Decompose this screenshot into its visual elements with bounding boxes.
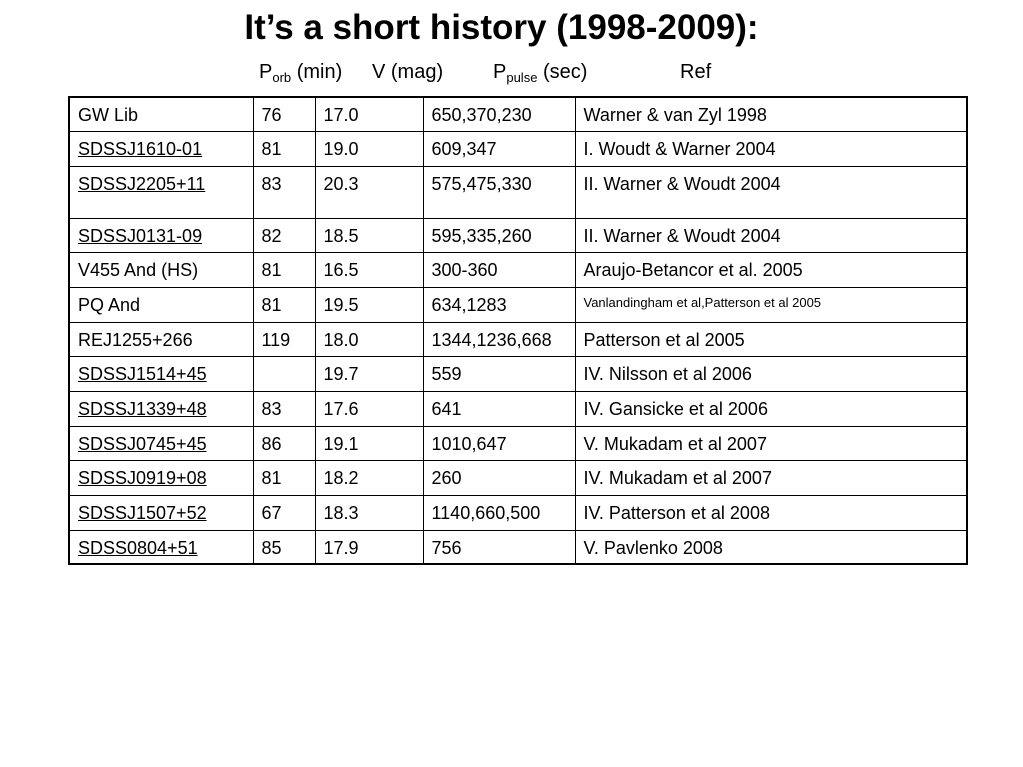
porb-cell: 82 xyxy=(253,218,315,252)
porb-subscript: orb xyxy=(272,70,292,85)
porb-cell: 67 xyxy=(253,495,315,530)
ppulse-subscript: pulse xyxy=(506,70,538,85)
porb-cell: 85 xyxy=(253,530,315,564)
ppulse-cell: 756 xyxy=(423,530,575,564)
star-name-link[interactable]: SDSSJ1339+48 xyxy=(78,398,207,419)
v-mag-cell: 19.0 xyxy=(315,131,423,166)
star-name-cell xyxy=(69,391,253,426)
ppulse-cell: 300-360 xyxy=(423,252,575,287)
v-mag-cell: 16.5 xyxy=(315,252,423,287)
ppulse-cell: 595,335,260 xyxy=(423,218,575,252)
star-name-link[interactable]: SDSSJ1514+45 xyxy=(78,363,207,384)
page-title: It’s a short history (1998-2009): xyxy=(244,8,759,47)
table-row xyxy=(69,166,967,218)
table-row xyxy=(69,426,967,460)
v-mag-cell: 18.5 xyxy=(315,218,423,252)
star-name-cell xyxy=(69,530,253,564)
star-name-cell xyxy=(69,218,253,252)
table-row xyxy=(69,252,967,287)
porb-cell: 86 xyxy=(253,426,315,460)
v-mag-cell: 18.3 xyxy=(315,495,423,530)
star-name-link[interactable]: SDSSJ0745+45 xyxy=(78,433,207,454)
star-name-link[interactable]: SDSS0804+51 xyxy=(78,537,198,558)
v-mag-cell: 19.1 xyxy=(315,426,423,460)
ppulse-cell: 1010,647 xyxy=(423,426,575,460)
reference-cell: Patterson et al 2005 xyxy=(575,322,967,356)
v-mag-cell: 18.0 xyxy=(315,322,423,356)
table-row xyxy=(69,322,967,356)
star-name-link[interactable]: SDSSJ0131-09 xyxy=(78,225,203,246)
ppulse-cell: 260 xyxy=(423,460,575,495)
ppulse-symbol: P xyxy=(493,61,507,83)
history-table xyxy=(68,96,968,565)
reference-cell: IV. Nilsson et al 2006 xyxy=(575,356,967,391)
column-header-ref: Ref xyxy=(680,61,712,83)
porb-cell: 119 xyxy=(253,322,315,356)
v-mag-cell: 18.2 xyxy=(315,460,423,495)
column-header-ppulse xyxy=(493,60,587,84)
star-name-link[interactable]: SDSSJ1507+52 xyxy=(78,502,207,523)
ppulse-cell: 609,347 xyxy=(423,131,575,166)
reference-cell: Warner & van Zyl 1998 xyxy=(575,97,967,131)
table-row xyxy=(69,287,967,322)
porb-cell xyxy=(253,356,315,391)
porb-cell: 83 xyxy=(253,391,315,426)
star-name-cell: GW Lib xyxy=(69,97,253,131)
table-row xyxy=(69,530,967,564)
star-name-cell xyxy=(69,426,253,460)
ppulse-cell: 559 xyxy=(423,356,575,391)
ppulse-cell: 1344,1236,668 xyxy=(423,322,575,356)
ppulse-cell: 641 xyxy=(423,391,575,426)
table-row xyxy=(69,356,967,391)
table-row xyxy=(69,131,967,166)
porb-unit: (min) xyxy=(291,61,343,83)
porb-cell: 83 xyxy=(253,166,315,218)
reference-cell: II. Warner & Woudt 2004 xyxy=(575,218,967,252)
v-mag-cell: 20.3 xyxy=(315,166,423,218)
reference-cell: II. Warner & Woudt 2004 xyxy=(575,166,967,218)
table-row xyxy=(69,97,967,131)
reference-cell: IV. Patterson et al 2008 xyxy=(575,495,967,530)
star-name-cell: REJ1255+266 xyxy=(69,322,253,356)
star-name-cell xyxy=(69,495,253,530)
porb-symbol: P xyxy=(259,61,273,83)
v-mag-cell: 17.6 xyxy=(315,391,423,426)
v-mag-cell: 19.5 xyxy=(315,287,423,322)
star-name-cell xyxy=(69,460,253,495)
porb-cell: 81 xyxy=(253,252,315,287)
table-row xyxy=(69,218,967,252)
reference-cell: V. Mukadam et al 2007 xyxy=(575,426,967,460)
star-name-link[interactable]: SDSSJ2205+11 xyxy=(78,173,206,194)
porb-cell: 81 xyxy=(253,460,315,495)
reference-cell: V. Pavlenko 2008 xyxy=(575,530,967,564)
star-name-cell: PQ And xyxy=(69,287,253,322)
star-name-link[interactable]: SDSSJ0919+08 xyxy=(78,467,207,488)
table-row xyxy=(69,391,967,426)
table-row xyxy=(69,460,967,495)
porb-cell: 76 xyxy=(253,97,315,131)
v-mag-cell: 17.9 xyxy=(315,530,423,564)
porb-cell: 81 xyxy=(253,131,315,166)
table-row xyxy=(69,495,967,530)
ppulse-cell: 650,370,230 xyxy=(423,97,575,131)
ppulse-cell: 575,475,330 xyxy=(423,166,575,218)
ppulse-cell: 1140,660,500 xyxy=(423,495,575,530)
reference-cell: IV. Gansicke et al 2006 xyxy=(575,391,967,426)
reference-cell: I. Woudt & Warner 2004 xyxy=(575,131,967,166)
column-header-porb xyxy=(259,60,342,84)
reference-cell: Araujo-Betancor et al. 2005 xyxy=(575,252,967,287)
v-mag-cell: 17.0 xyxy=(315,97,423,131)
reference-cell: IV. Mukadam et al 2007 xyxy=(575,460,967,495)
star-name-link[interactable]: SDSSJ1610-01 xyxy=(78,138,203,159)
v-mag-cell: 19.7 xyxy=(315,356,423,391)
star-name-cell: V455 And (HS) xyxy=(69,252,253,287)
porb-cell: 81 xyxy=(253,287,315,322)
star-name-cell xyxy=(69,166,253,218)
star-name-cell xyxy=(69,356,253,391)
column-header-v-mag: V (mag) xyxy=(372,61,444,83)
ppulse-cell: 634,1283 xyxy=(423,287,575,322)
star-name-cell xyxy=(69,131,253,166)
reference-cell: Vanlandingham et al,Patterson et al 2005 xyxy=(575,287,967,322)
ppulse-unit: (sec) xyxy=(537,61,588,83)
